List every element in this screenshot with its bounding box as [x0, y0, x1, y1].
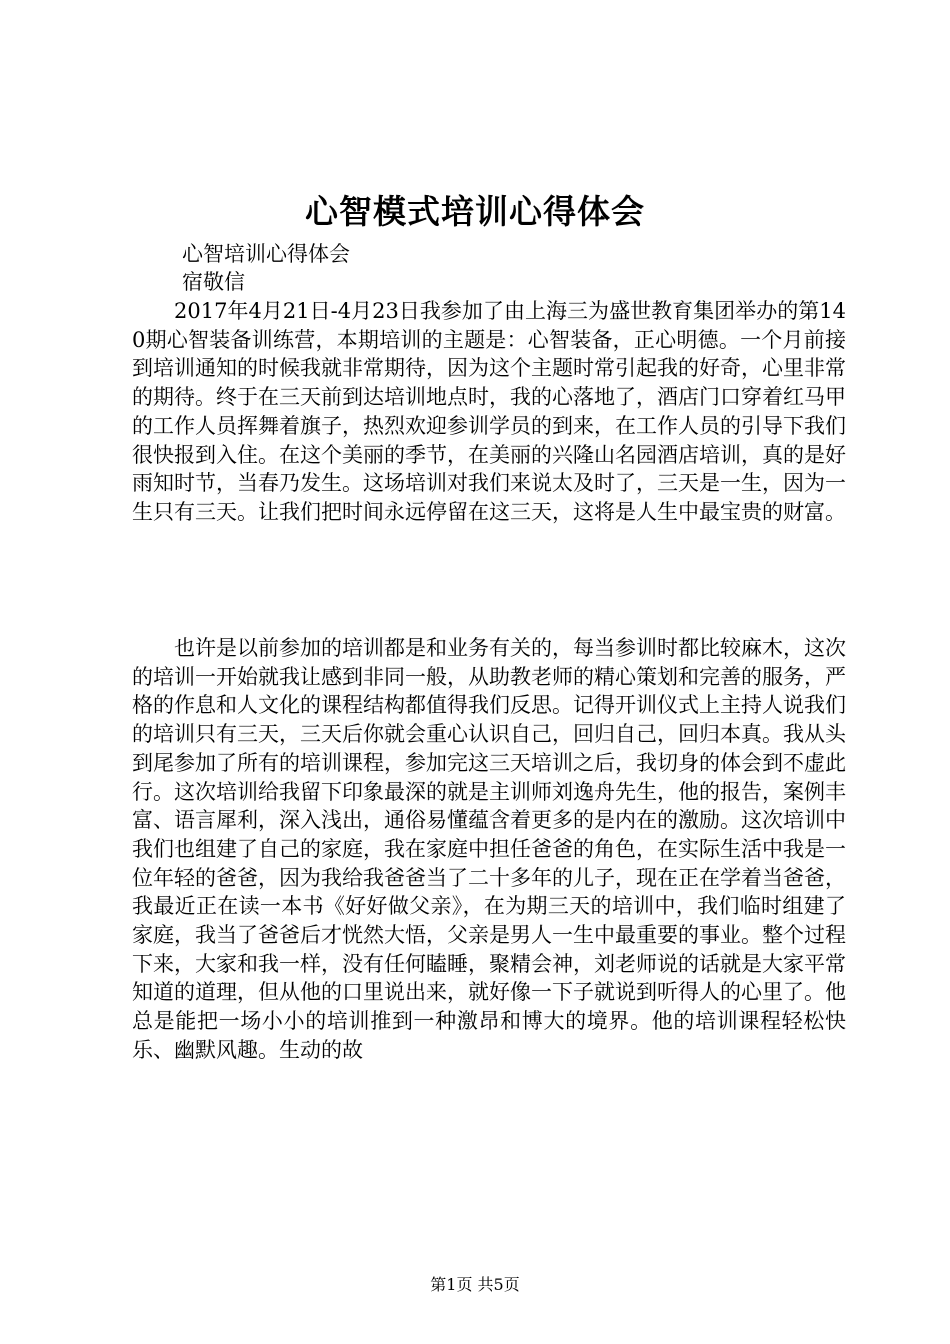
- page-footer: 第1页 共5页: [430, 1275, 520, 1294]
- document-subtitle: 心智培训心得体会: [182, 242, 350, 266]
- document-title: 心智模式培训心得体会: [305, 192, 645, 231]
- paragraph-1: 2017年4月21日-4月23日我参加了由上海三为盛世教育集团举办的第140期心智装备训练营，本期培训的主题是：心智装备，正心明德。一个月前接到培训通知的时候我就非常期待，因为这个主题时常引起我的好奇，心里非常的期待。终于在三天前到达培训地点时，我的心落地了，酒店门口穿着红马甲的工作人员挥舞着旗子，热烈欢迎参训学员的到来，在工作人员的引导下我们很快报到入住。在这个美丽的季节，在美丽的兴隆山名园酒店培训，真的是好雨知时节，当春乃发生。这场培训对我们来说太及时了，三天是一生，因为一生只有三天。让我们把时间永远停留在这三天，这将是人生中最宝贵的财富。: [132, 299, 846, 524]
- paragraph-2: 也许是以前参加的培训都是和业务有关的，每当参训时都比较麻木，这次的培训一开始就我让感到非同一般，从助教老师的精心策划和完善的服务，严格的作息和人文化的课程结构都值得我们反思。记得开训仪式上主持人说我们的培训只有三天，三天后你就会重心认识自己，回归自己，回归本真。我从头到尾参加了所有的培训课程，参加完这三天培训之后，我切身的体会到不虚此行。这次培训给我留下印象最深的就是主训师刘逸舟先生，他的报告，案例丰富、语言犀利，深入浅出，通俗易懂蕴含着更多的是内在的激励。这次培训中我们也组建了自己的家庭，我在家庭中担任爸爸的角色，在实际生活中我是一位年轻的爸爸，因为我给我爸爸当了二十多年的儿子，现在正在学着当爸爸，我最近正在读一本书《好好做父亲》，在为期三天的培训中，我们临时组建了家庭，我当了爸爸后才恍然大悟，父亲是男人一生中最重要的事业。整个过程下来，大家和我一样，没有任何瞌睡，聚精会神，刘老师说的话就是大家平常知道的道理，但从他的口里说出来，就好像一下子就说到听得人的心里了。他总是能把一场小小的培训推到一种激昂和博大的境界。他的培训课程轻松快乐、幽默风趣。生动的故: [132, 636, 846, 1062]
- document-author: 宿敬信: [182, 270, 245, 294]
